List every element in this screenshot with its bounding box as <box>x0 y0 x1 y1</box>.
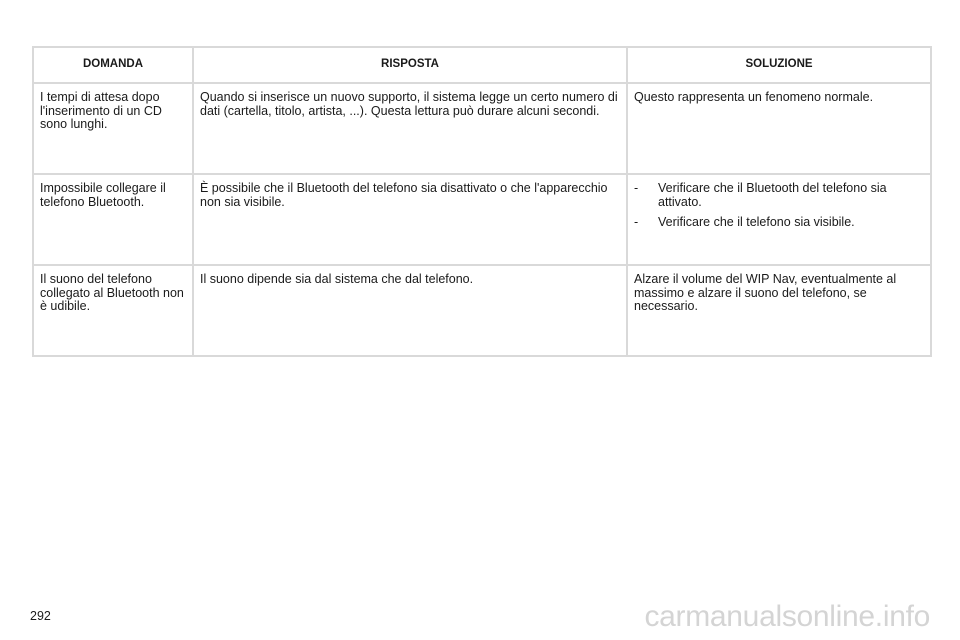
solution-cell <box>627 83 931 174</box>
list-dash: - <box>634 181 639 195</box>
question-cell <box>33 174 193 265</box>
question-text: Impossibile collegare il telefono Bluetooth. <box>40 181 166 209</box>
answer-cell <box>193 83 627 174</box>
answer-cell <box>193 265 627 356</box>
troubleshooting-table <box>32 46 932 357</box>
table-row <box>33 174 931 265</box>
header-question: DOMANDA <box>33 47 193 83</box>
solution-item-text: Verificare che il telefono sia visibile. <box>658 215 855 229</box>
answer-text: Quando si inserisce un nuovo supporto, il sistema legge un certo numero di dati (cartella, titolo, artista, ...). Questa lettura può durare alcuni secondi. <box>200 90 618 118</box>
table-header-row <box>33 47 931 83</box>
question-text: I tempi di attesa dopo l'inserimento di un CD sono lunghi. <box>40 90 162 131</box>
answer-text: È possibile che il Bluetooth del telefono sia disattivato o che l'apparecchio non sia visibile. <box>200 181 608 209</box>
solution-list <box>634 182 924 230</box>
solution-text: Alzare il volume del WIP Nav, eventualmente al massimo e alzare il suono del telefono, se necessario. <box>634 272 897 313</box>
answer-cell <box>193 174 627 265</box>
solution-list-item <box>634 182 924 209</box>
watermark-text: carmanualsonline.info <box>644 600 930 633</box>
solution-cell <box>627 174 931 265</box>
table-row <box>33 83 931 174</box>
list-dash: - <box>634 215 639 229</box>
page-number: 292 <box>30 609 51 623</box>
header-answer: RISPOSTA <box>193 47 627 83</box>
answer-text: Il suono dipende sia dal sistema che dal telefono. <box>200 272 474 286</box>
solution-cell <box>627 265 931 356</box>
header-solution: SOLUZIONE <box>627 47 931 83</box>
solution-text: Questo rappresenta un fenomeno normale. <box>634 90 874 104</box>
question-text: Il suono del telefono collegato al Bluetooth non è udibile. <box>40 272 184 313</box>
table-row <box>33 265 931 356</box>
solution-list-item <box>634 216 924 230</box>
question-cell <box>33 265 193 356</box>
solution-item-text: Verificare che il Bluetooth del telefono sia attivato. <box>658 181 887 209</box>
question-cell <box>33 83 193 174</box>
